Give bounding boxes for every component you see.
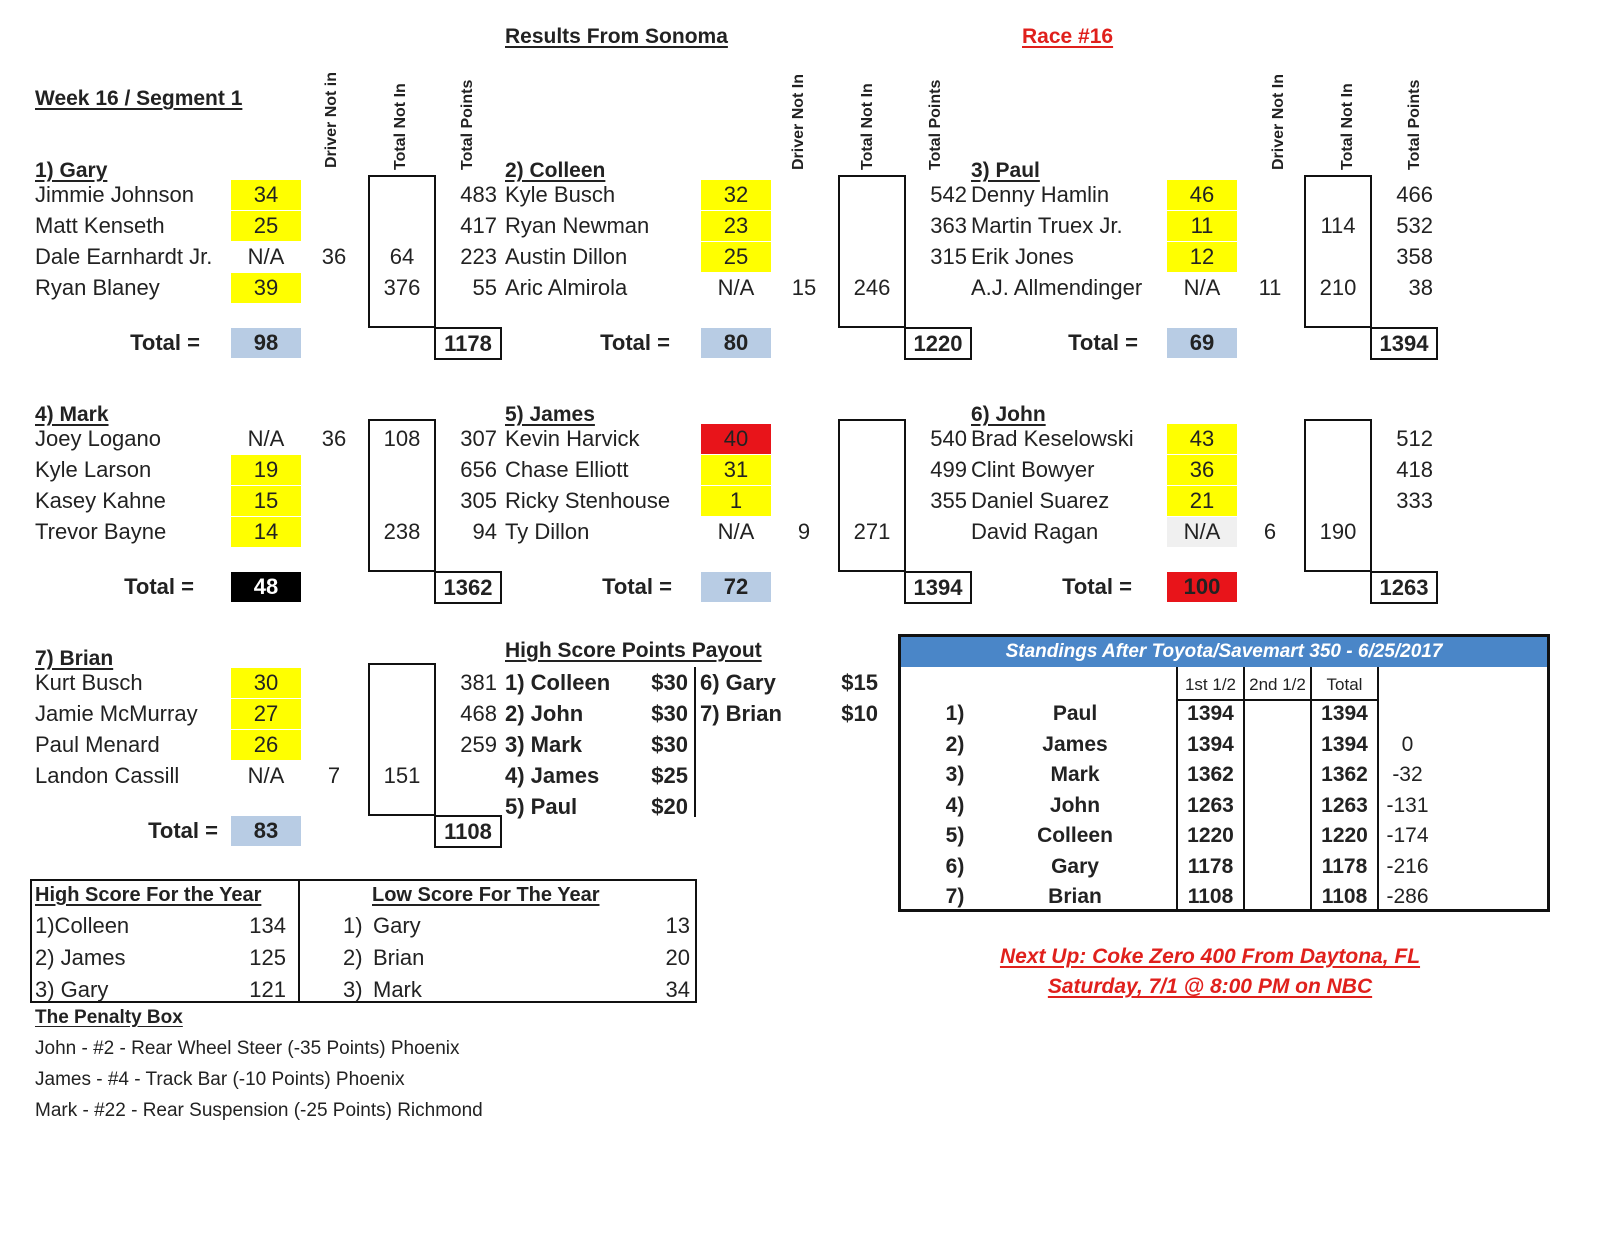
- driver-score: 31: [701, 455, 771, 485]
- next-up-line1: Next Up: Coke Zero 400 From Daytona, FL: [999, 945, 1421, 968]
- payout-amount: $30: [651, 701, 688, 726]
- driver-not-in-value: 15: [791, 275, 817, 300]
- standing-rank: 2): [945, 732, 965, 756]
- week-label: Week 16 / Segment 1: [35, 87, 243, 110]
- penalty-item: Mark - #22 - Rear Suspension (-25 Points) Richmond: [35, 1100, 483, 1121]
- total-not-in-box: [368, 663, 436, 816]
- driver-name: Matt Kenseth: [35, 213, 165, 238]
- standing-rank: 4): [945, 793, 965, 817]
- driver-not-in-value: 9: [797, 519, 811, 544]
- penalty-title: The Penalty Box: [35, 1007, 183, 1028]
- standing-diff: -32: [1392, 763, 1423, 786]
- payout-title: High Score Points Payout: [505, 639, 762, 662]
- col-header-total-points: Total Points: [927, 79, 944, 170]
- driver-name: Martin Truex Jr.: [971, 213, 1123, 238]
- driver-score: N/A: [247, 763, 285, 788]
- driver-points: 540: [930, 426, 967, 451]
- payout-amount: $30: [651, 732, 688, 757]
- team-name: 6) John: [971, 403, 1046, 426]
- driver-points: 358: [1396, 244, 1433, 269]
- payout-amount: $20: [651, 794, 688, 819]
- driver-points: 223: [460, 244, 497, 269]
- total-label: Total =: [148, 818, 218, 843]
- total-label: Total =: [600, 330, 670, 355]
- driver-name: Kasey Kahne: [35, 488, 166, 513]
- standing-name: Colleen: [1037, 824, 1113, 847]
- team-total: 72: [701, 572, 771, 602]
- team-total-points: 1220: [904, 327, 972, 360]
- standing-first-half: 1362: [1187, 763, 1234, 786]
- driver-points: 499: [930, 457, 967, 482]
- driver-not-in-value: 6: [1263, 519, 1277, 544]
- standing-total: 1394: [1321, 732, 1368, 756]
- standing-first-half: 1394: [1187, 702, 1234, 725]
- total-label: Total =: [130, 330, 200, 355]
- driver-not-in-value: 11: [1258, 275, 1282, 300]
- total-label: Total =: [124, 574, 194, 599]
- team-name: 3) Paul: [971, 159, 1040, 182]
- driver-points: 512: [1396, 426, 1433, 451]
- driver-name: Ryan Blaney: [35, 275, 160, 300]
- high-year-value: 134: [249, 913, 286, 938]
- payout-divider: [694, 667, 696, 817]
- low-year-value: 20: [665, 945, 690, 970]
- standing-total: 1108: [1321, 885, 1368, 908]
- col-header-total-not-in: Total Not In: [1339, 83, 1356, 170]
- driver-score: 12: [1167, 242, 1237, 272]
- driver-score: 27: [231, 699, 301, 729]
- standing-name: Paul: [1052, 702, 1098, 725]
- payout-amount: $30: [651, 670, 688, 695]
- driver-points: 466: [1396, 182, 1433, 207]
- driver-name: Joey Logano: [35, 426, 161, 451]
- standing-diff: -174: [1386, 824, 1429, 847]
- driver-name: Kyle Busch: [505, 182, 616, 207]
- payout-name: 4) James: [505, 763, 600, 788]
- driver-not-in-value: 7: [327, 763, 341, 788]
- driver-points: 418: [1396, 457, 1433, 482]
- driver-score: 23: [701, 211, 771, 241]
- driver-score: 43: [1167, 424, 1237, 454]
- col-header-total-not-in: Total Not In: [392, 83, 409, 170]
- driver-score: 26: [231, 730, 301, 760]
- standing-total: 1394: [1321, 702, 1368, 725]
- driver-name: Daniel Suarez: [971, 488, 1110, 513]
- driver-name: Kyle Larson: [35, 457, 152, 482]
- low-year-value: 13: [665, 913, 690, 938]
- driver-score: N/A: [1167, 517, 1237, 547]
- driver-name: Landon Cassill: [35, 763, 180, 788]
- payout-name: 2) John: [505, 701, 584, 726]
- total-not-in-value: 190: [1319, 519, 1357, 544]
- driver-name: Brad Keselowski: [971, 426, 1134, 451]
- standings-col-first: 1st 1/2: [1184, 675, 1237, 694]
- standing-name: Mark: [1050, 763, 1100, 786]
- payout-name: 5) Paul: [505, 794, 578, 819]
- total-not-in-value: 246: [853, 275, 891, 300]
- total-not-in-value: 64: [389, 244, 415, 269]
- col-header-driver-not-in: Driver Not In: [790, 73, 807, 170]
- driver-name: Kevin Harvick: [505, 426, 640, 451]
- driver-points: 55: [472, 275, 497, 300]
- page-title: Results From Sonoma: [505, 25, 728, 48]
- driver-score: N/A: [247, 426, 285, 451]
- driver-name: Ricky Stenhouse: [505, 488, 671, 513]
- driver-name: Denny Hamlin: [971, 182, 1110, 207]
- driver-name: Chase Elliott: [505, 457, 629, 482]
- driver-score: 25: [231, 211, 301, 241]
- standing-first-half: 1220: [1187, 824, 1234, 847]
- standings-divider: [1243, 667, 1245, 910]
- low-year-value: 34: [665, 977, 690, 1002]
- standing-total: 1178: [1321, 854, 1368, 878]
- total-not-in-box: [1304, 175, 1372, 328]
- team-name: 7) Brian: [35, 647, 114, 670]
- driver-score: 46: [1167, 180, 1237, 210]
- driver-name: Paul Menard: [35, 732, 160, 757]
- low-year-rank: 2): [343, 945, 363, 970]
- driver-name: Jamie McMurray: [35, 701, 198, 726]
- col-header-total-not-in: Total Not In: [859, 83, 876, 170]
- total-not-in-value: 151: [383, 763, 421, 788]
- driver-points: 307: [460, 426, 497, 451]
- low-year-rank: 3): [343, 977, 363, 1002]
- total-label: Total =: [1068, 330, 1138, 355]
- driver-points: 381: [460, 670, 497, 695]
- standing-diff: -216: [1386, 854, 1429, 878]
- team-total-points: 1178: [434, 327, 502, 360]
- high-year-value: 121: [249, 977, 286, 1002]
- driver-points: 315: [930, 244, 967, 269]
- driver-points: 483: [460, 182, 497, 207]
- driver-name: David Ragan: [971, 519, 1099, 544]
- team-total: 83: [231, 816, 301, 846]
- driver-score: 25: [701, 242, 771, 272]
- driver-name: Erik Jones: [971, 244, 1074, 269]
- driver-name: Kurt Busch: [35, 670, 143, 695]
- driver-score: 19: [231, 455, 301, 485]
- total-not-in-box: [838, 419, 906, 572]
- payout-name: 1) Colleen: [505, 670, 611, 695]
- driver-name: Ty Dillon: [505, 519, 590, 544]
- team-total: 98: [231, 328, 301, 358]
- driver-points: 333: [1396, 488, 1433, 513]
- low-year-rank: 1): [343, 913, 363, 938]
- driver-score: 15: [231, 486, 301, 516]
- low-year-title: Low Score For The Year: [372, 884, 600, 906]
- total-not-in-box: [838, 175, 906, 328]
- standing-first-half: 1263: [1187, 793, 1234, 817]
- driver-score: 39: [231, 273, 301, 303]
- high-year-name: 3) Gary: [35, 977, 109, 1002]
- standing-name: John: [1049, 793, 1101, 817]
- driver-score: N/A: [247, 244, 285, 269]
- standings-title: Standings After Toyota/Savemart 350 - 6/25/2017: [901, 637, 1547, 667]
- standing-diff: -286: [1386, 885, 1429, 908]
- race-number: Race #16: [1022, 25, 1114, 48]
- penalty-item: James - #4 - Track Bar (-10 Points) Phoenix: [35, 1069, 405, 1090]
- driver-points: 259: [460, 732, 497, 757]
- col-header-total-points: Total Points: [1406, 79, 1423, 170]
- total-not-in-value: 238: [383, 519, 421, 544]
- payout-amount: $10: [841, 701, 878, 726]
- driver-score: N/A: [717, 519, 755, 544]
- team-total: 69: [1167, 328, 1237, 358]
- total-not-in-value: 210: [1319, 275, 1357, 300]
- standing-first-half: 1178: [1187, 854, 1234, 878]
- team-total: 80: [701, 328, 771, 358]
- standings-col-second: 2nd 1/2: [1249, 675, 1306, 694]
- driver-name: Clint Bowyer: [971, 457, 1095, 482]
- driver-not-in-value: 36: [321, 244, 347, 269]
- high-year-name: 2) James: [35, 945, 126, 970]
- total-not-in-value: 376: [383, 275, 421, 300]
- driver-score: 30: [231, 668, 301, 698]
- standing-total: 1362: [1321, 763, 1368, 786]
- standing-rank: 7): [945, 885, 965, 908]
- standings-col-total: Total: [1326, 675, 1363, 694]
- driver-score: 32: [701, 180, 771, 210]
- driver-score: N/A: [717, 275, 755, 300]
- standings-divider: [1377, 667, 1379, 910]
- col-header-driver-not-in: Driver Not in: [323, 71, 340, 168]
- team-total-points: 1394: [1370, 327, 1438, 360]
- payout-name: 6) Gary: [700, 670, 776, 695]
- standing-rank: 1): [945, 702, 965, 725]
- driver-name: Trevor Bayne: [35, 519, 167, 544]
- col-header-total-points: Total Points: [459, 79, 476, 170]
- driver-name: Jimmie Johnson: [35, 182, 194, 207]
- driver-points: 305: [460, 488, 497, 513]
- total-not-in-value: 108: [383, 426, 421, 451]
- low-year-name: Mark: [373, 977, 422, 1002]
- driver-name: Ryan Newman: [505, 213, 650, 238]
- total-label: Total =: [1062, 574, 1132, 599]
- driver-score: 34: [231, 180, 301, 210]
- payout-name: 3) Mark: [505, 732, 583, 757]
- standing-total: 1220: [1321, 824, 1368, 847]
- total-label: Total =: [602, 574, 672, 599]
- driver-points: 468: [460, 701, 497, 726]
- payout-amount: $25: [651, 763, 688, 788]
- low-year-name: Gary: [373, 913, 421, 938]
- driver-score: 36: [1167, 455, 1237, 485]
- driver-name: A.J. Allmendinger: [971, 275, 1143, 300]
- penalty-item: John - #2 - Rear Wheel Steer (-35 Points) Phoenix: [35, 1038, 460, 1059]
- team-name: 4) Mark: [35, 403, 109, 426]
- driver-points: 656: [460, 457, 497, 482]
- driver-score: 11: [1167, 211, 1237, 241]
- team-total-points: 1394: [904, 571, 972, 604]
- team-total-points: 1362: [434, 571, 502, 604]
- driver-points: 363: [930, 213, 967, 238]
- payout-name: 7) Brian: [700, 701, 782, 726]
- driver-points: 417: [460, 213, 497, 238]
- standing-rank: 6): [945, 854, 965, 878]
- standing-total: 1263: [1321, 793, 1368, 817]
- driver-points: 532: [1396, 213, 1433, 238]
- high-year-value: 125: [249, 945, 286, 970]
- driver-points: 542: [930, 182, 967, 207]
- team-name: 2) Colleen: [505, 159, 606, 182]
- team-name: 1) Gary: [35, 159, 108, 182]
- team-total: 100: [1167, 572, 1237, 602]
- standing-name: James: [1042, 732, 1108, 756]
- high-year-name: 1)Colleen: [35, 913, 130, 938]
- team-total: 48: [231, 572, 301, 602]
- low-year-name: Brian: [373, 945, 425, 970]
- driver-score: 21: [1167, 486, 1237, 516]
- standing-rank: 5): [945, 824, 965, 847]
- standing-diff: -131: [1386, 793, 1429, 817]
- driver-points: 94: [472, 519, 497, 544]
- high-year-title: High Score For the Year: [35, 884, 262, 906]
- driver-score: 1: [701, 486, 771, 516]
- driver-score: 14: [231, 517, 301, 547]
- driver-points: 38: [1408, 275, 1433, 300]
- standing-name: Brian: [1048, 885, 1102, 908]
- driver-not-in-value: 36: [321, 426, 347, 451]
- standing-first-half: 1394: [1187, 732, 1234, 756]
- next-up-line2: Saturday, 7/1 @ 8:00 PM on NBC: [1047, 975, 1373, 998]
- driver-points: 355: [930, 488, 967, 513]
- standing-rank: 3): [945, 763, 965, 786]
- standing-first-half: 1108: [1187, 885, 1234, 908]
- driver-name: Austin Dillon: [505, 244, 628, 269]
- team-total-points: 1108: [434, 815, 502, 848]
- driver-name: Aric Almirola: [505, 275, 628, 300]
- driver-score: 40: [701, 424, 771, 454]
- team-total-points: 1263: [1370, 571, 1438, 604]
- payout-amount: $15: [841, 670, 878, 695]
- standing-name: Gary: [1051, 854, 1099, 878]
- standing-diff: 0: [1401, 732, 1414, 756]
- driver-score: N/A: [1183, 275, 1221, 300]
- team-name: 5) James: [505, 403, 595, 426]
- col-header-driver-not-in: Driver Not In: [1270, 73, 1287, 170]
- driver-name: Dale Earnhardt Jr.: [35, 244, 213, 269]
- total-not-in-value: 114: [1320, 213, 1356, 238]
- total-not-in-box: [1304, 419, 1372, 572]
- year-box-divider: [298, 879, 300, 1003]
- total-not-in-value: 271: [853, 519, 891, 544]
